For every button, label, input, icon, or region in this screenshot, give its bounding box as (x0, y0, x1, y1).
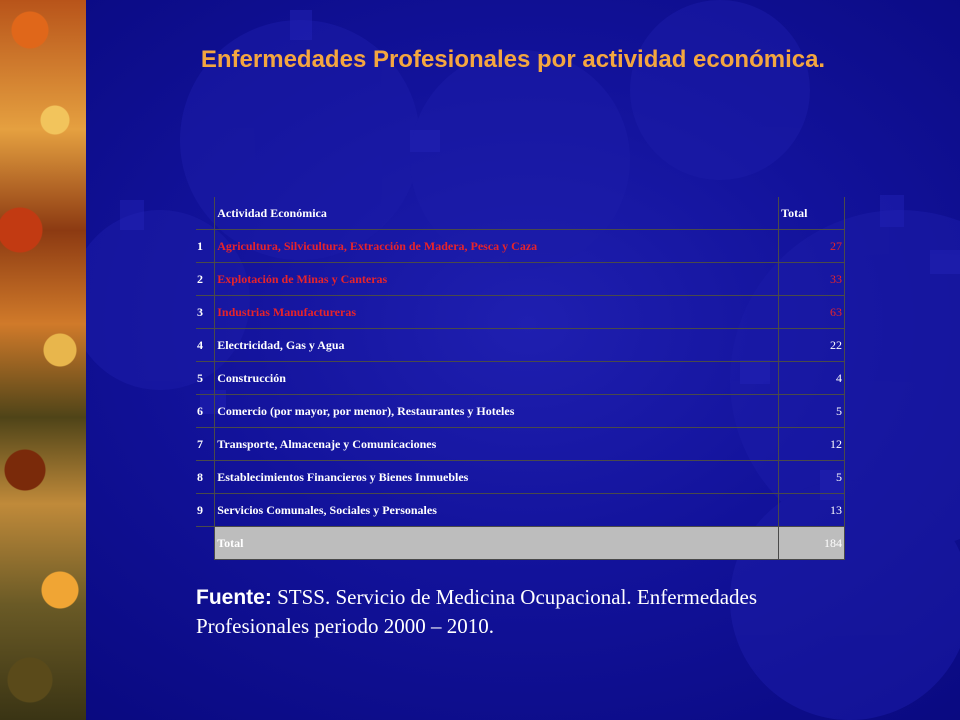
source-label: Fuente: (196, 586, 272, 609)
table-row (196, 329, 845, 362)
total-index-cell (196, 527, 215, 560)
table-row (196, 395, 845, 428)
row-activity-cell: Servicios Comunales, Sociales y Personales (215, 494, 779, 527)
total-label-cell: Total (215, 527, 779, 560)
table-row (196, 263, 845, 296)
row-activity-cell: Electricidad, Gas y Agua (215, 329, 779, 362)
row-total-cell: 12 (779, 428, 845, 461)
row-total-cell: 33 (779, 263, 845, 296)
row-activity-cell: Transporte, Almacenaje y Comunicaciones (215, 428, 779, 461)
slide-title: Enfermedades Profesionales por actividad económica. (200, 46, 826, 73)
table-total-row (196, 527, 845, 560)
table-row (196, 428, 845, 461)
decorative-side-strip (0, 0, 86, 720)
row-index-cell: 6 (196, 395, 215, 428)
total-value-cell: 184 (779, 527, 845, 560)
table-row (196, 461, 845, 494)
table-row (196, 362, 845, 395)
row-index-cell: 7 (196, 428, 215, 461)
header-total-cell: Total (779, 197, 845, 230)
row-activity-cell: Industrias Manufactureras (215, 296, 779, 329)
table-header-row (196, 197, 845, 230)
row-activity-cell: Agricultura, Silvicultura, Extracción de Madera, Pesca y Caza (215, 230, 779, 263)
row-index-cell: 3 (196, 296, 215, 329)
activity-table (196, 197, 845, 560)
row-index-cell: 2 (196, 263, 215, 296)
table-row (196, 494, 845, 527)
table-row (196, 230, 845, 263)
row-index-cell: 8 (196, 461, 215, 494)
row-index-cell: 5 (196, 362, 215, 395)
table-row (196, 296, 845, 329)
row-total-cell: 63 (779, 296, 845, 329)
row-activity-cell: Construcción (215, 362, 779, 395)
row-index-cell: 9 (196, 494, 215, 527)
row-index-cell: 4 (196, 329, 215, 362)
row-total-cell: 13 (779, 494, 845, 527)
header-activity-cell: Actividad Económica (215, 197, 779, 230)
row-total-cell: 5 (779, 395, 845, 428)
source-note (196, 583, 846, 641)
row-total-cell: 27 (779, 230, 845, 263)
row-activity-cell: Establecimientos Financieros y Bienes Inmuebles (215, 461, 779, 494)
row-activity-cell: Comercio (por mayor, por menor), Restaurantes y Hoteles (215, 395, 779, 428)
header-index-cell (196, 197, 215, 230)
row-total-cell: 5 (779, 461, 845, 494)
row-index-cell: 1 (196, 230, 215, 263)
row-total-cell: 22 (779, 329, 845, 362)
source-text: STSS. Servicio de Medicina Ocupacional. Enfermedades Profesionales periodo 2000 – 2010. (196, 585, 758, 638)
row-activity-cell: Explotación de Minas y Canteras (215, 263, 779, 296)
row-total-cell: 4 (779, 362, 845, 395)
